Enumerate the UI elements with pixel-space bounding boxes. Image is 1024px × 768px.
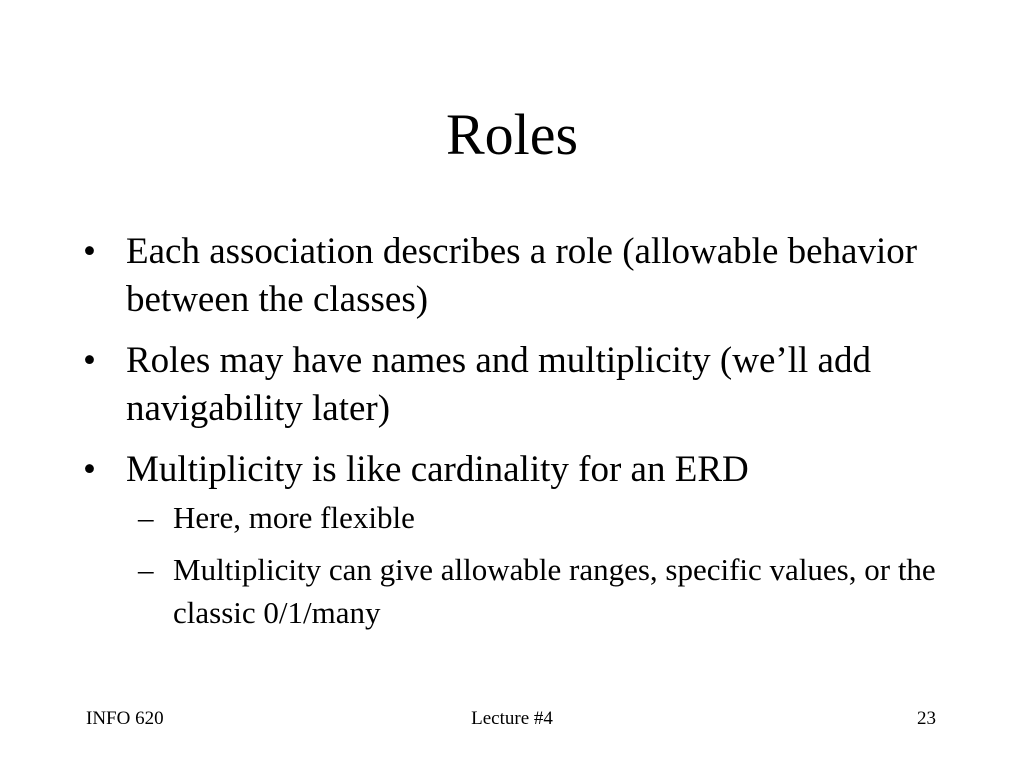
bullet-item [83, 228, 953, 324]
bullet-list [83, 228, 953, 647]
sub-bullet-marker: – [138, 500, 154, 535]
bullet-marker: • [83, 449, 96, 490]
bullet-marker: • [83, 340, 96, 381]
bullet-text: Multiplicity is like cardinality for an ERD [126, 449, 749, 490]
sub-bullet-marker: – [138, 552, 154, 587]
bullet-item [83, 337, 953, 433]
footer-course: INFO 620 [86, 708, 164, 729]
bullet-marker: • [83, 231, 96, 272]
slide-title: Roles [445, 102, 579, 167]
sub-bullet-list [126, 496, 953, 634]
sub-bullet-text: Multiplicity can give allowable ranges, specific values, or the classic 0/1/many [173, 552, 936, 630]
bullet-text: Each association describes a role (allowable behavior between the classes) [126, 231, 918, 320]
bullet-text: Roles may have names and multiplicity (we’ll add navigability later) [126, 340, 871, 429]
bullet-item [83, 446, 953, 634]
footer-lecture: Lecture #4 [471, 708, 553, 729]
footer-page-number: 23 [917, 708, 936, 729]
sub-bullet-item [128, 496, 953, 539]
sub-bullet-item [128, 548, 953, 634]
sub-bullet-text: Here, more flexible [173, 500, 415, 535]
